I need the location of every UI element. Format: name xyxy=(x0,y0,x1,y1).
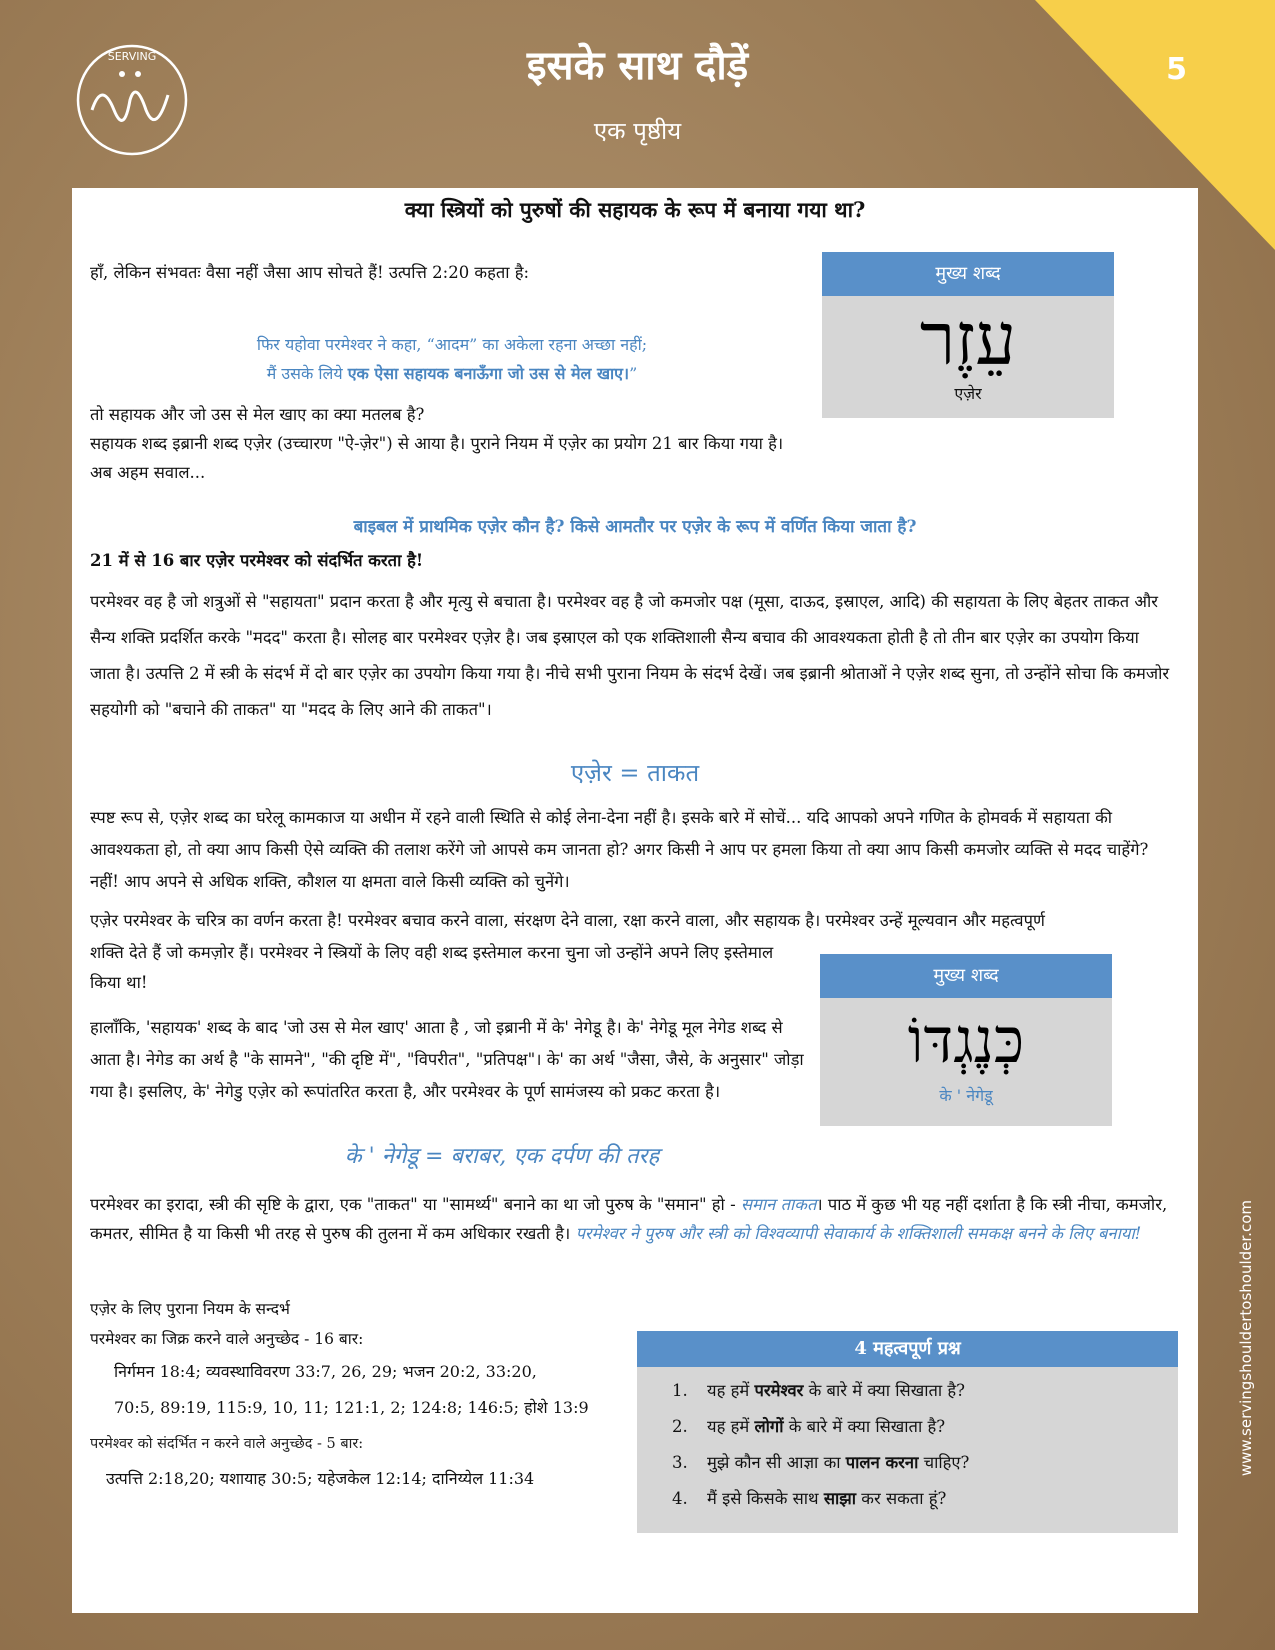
keyword-header: मुख्य शब्द xyxy=(822,252,1114,296)
svg-text:SERVING: SERVING xyxy=(107,50,157,63)
keyword-translit: के ' नेगेडू xyxy=(939,1086,993,1105)
quote-line-1: फिर यहोवा परमेश्वर ने कहा, “आदम” का अकेला रहना अच्छा नहीं; xyxy=(256,335,648,354)
origin-line: सहायक शब्द इब्रानी शब्द एज़ेर (उच्चारण "ऐ-ज़ेर") से आया है। पुराने नियम में एज़ेर का प्रयोग 21 बार किया गया है। xyxy=(90,434,784,453)
blue-question: बाइबल में प्राथमिक एज़ेर कौन है? किसे आमतौर पर एज़ेर के रूप में वर्णित किया जाता है? xyxy=(353,517,917,537)
four-questions-box xyxy=(637,1331,1178,1533)
references-title: एज़ेर के लिए पुराना नियम के सन्दर्भ xyxy=(90,1300,290,1318)
question-item: 2. यह हमें लोगों के बारे में क्या सिखाता है? xyxy=(693,1409,1178,1445)
questions-list xyxy=(637,1373,1178,1517)
scripture-quote xyxy=(162,330,742,388)
paragraph-3-rest: शक्ति देते हैं जो कमज़ोर हैं। परमेश्वर ने स्त्रियों के लिए वही शब्द इस्तेमाल करना चुना जो उन्होंने अपने लिए इस्तेमाल किया था! xyxy=(90,943,774,992)
paragraph-2: स्पष्ट रूप से, एज़ेर शब्द का घरेलू कामकाज या अधीन में रहने वाली स्थिति से कोई लेना-देना नहीं है। इसके बारे में सोचें... यदि आपको अपने गणित के होमवर्क में सहायता की आवश्यकता हो, तो क्या आप किसी ऐसे व्यक्ति की तलाश करेंगे जो आपसे कम जानता हो? अगर किसी ने आप पर हमला किया तो क्या आप किसी कमजोर व्यक्ति से मदद चाहेंगे? नहीं! आप अपने से अधिक शक्ति, कौशल या क्षमता वाले किसी व्यक्ति को चुनेंगे। xyxy=(90,808,1149,891)
ot-references xyxy=(90,1294,630,1496)
references-god-label: परमेश्वर का जिक्र करने वाले अनुच्छेद - 16 बार: xyxy=(90,1330,364,1348)
question-item: 4. मैं इसे किसके साथ साझा कर सकता हूं? xyxy=(693,1481,1178,1517)
page-subtitle: एक पृष्ठीय xyxy=(593,117,682,145)
content-panel xyxy=(72,188,1198,1613)
references-other-label: परमेश्वर को संदर्भित न करने वाले अनुच्छेद - 5 बार: xyxy=(90,1436,364,1452)
keyword-box-kenegdo xyxy=(820,954,1112,1126)
paragraph-3-line-1: एज़ेर परमेश्वर के चरित्र का वर्णन करता है! परमेश्वर बचाव करने वाला, संरक्षण देने वाला, रक्षा करने वाला, और सहायक है। परमेश्वर उन्हें मूल्यवान और महत्वपूर्ण xyxy=(90,911,1045,930)
paragraph-5: परमेश्वर का इरादा, स्त्री की सृष्टि के द्वारा, एक "ताकत" या "सामर्थ्य" बनाने का था जो पुरुष के "समान" हो - समान ताकत। पाठ में कुछ भी यह नहीं दर्शाता है कि स्त्री नीचा, कमजोर, कमतर, सीमित है या किसी भी तरह से पुरुष की तुलना में कम अधिकार रखती है। परमेश्वर ने पुरुष और स्त्री को विश्वव्यापी सेवाकार्य के शक्तिशाली समकक्ष बनने के लिए बनाया! xyxy=(90,1195,1168,1243)
equation-ezer-strength: एज़ेर = ताकत xyxy=(570,759,700,787)
website-url: www.servingshouldertoshoulder.com xyxy=(1237,1200,1255,1477)
keyword-translit: एज़ेर xyxy=(954,384,982,403)
bold-fact: 21 में से 16 बार एज़ेर परमेश्वर को संदर्भित करता है! xyxy=(90,551,424,570)
keyword-box-ezer xyxy=(822,252,1114,418)
paragraph-4: हालाँकि, 'सहायक' शब्द के बाद 'जो उस से मेल खाए' आता है , जो इब्रानी में के' नेगेडू है। के' नेगेडू मूल नेगेड शब्द से आता है। नेगेड का अर्थ है "के सामने", "की दृष्टि में", "विपरीत", "प्रतिपक्ष"। के' का अर्थ "जैसा, जैसे, के अनुसार" जोड़ा गया है। इसलिए, के' नेगेडु एज़ेर को रूपांतरित करता है, और परमेश्वर के पूर्ण सामंजस्य को प्रकट करता है। xyxy=(90,1018,804,1101)
references-god-line-1: निर्गमन 18:4; व्यवस्थाविवरण 33:7, 26, 29; भजन 20:2, 33:20, xyxy=(114,1362,537,1381)
quote-line-2: मैं उसके लिये एक ऐसा सहायक बनाऊँगा जो उस से मेल खाए।” xyxy=(266,364,638,383)
page-number: 5 xyxy=(1166,52,1187,87)
section-heading: क्या स्त्रियों को पुरुषों की सहायक के रूप में बनाया गया था? xyxy=(404,197,866,222)
meaning-block xyxy=(90,400,920,487)
question-item: 3. मुझे कौन सी आज्ञा का पालन करना चाहिए? xyxy=(693,1445,1178,1481)
now-line: अब अहम सवाल... xyxy=(90,463,206,482)
keyword-header: मुख्य शब्द xyxy=(820,954,1112,998)
questions-header: 4 महत्वपूर्ण प्रश्न xyxy=(637,1331,1178,1367)
question-item: 1. यह हमें परमेश्वर के बारे में क्या सिखाता है? xyxy=(693,1373,1178,1409)
references-other-line: उत्पत्ति 2:18,20; यशायाह 30:5; यहेजकेल 12:14; दानिय्येल 11:34 xyxy=(106,1469,535,1488)
intro-text: हाँ, लेकिन संभवतः वैसा नहीं जैसा आप सोचते हैं! उत्पत्ति 2:20 कहता है: xyxy=(90,263,530,282)
equation-kenegdo-equal: के ' नेगेडू = बराबर, एक दर्पण की तरह xyxy=(344,1144,660,1169)
hebrew-word-kenegdo: כְּנֶגְדּוֹ xyxy=(907,1004,1025,1077)
references-god-line-2: 70:5, 89:19, 115:9, 10, 11; 121:1, 2; 124:8; 146:5; होशे 13:9 xyxy=(114,1398,589,1417)
hebrew-word-ezer: עֵזֶר xyxy=(919,297,1017,381)
page-title: इसके साथ दौड़ें xyxy=(526,43,749,89)
what-line: तो सहायक और जो उस से मेल खाए का क्या मतलब है? xyxy=(90,405,425,424)
paragraph-1: परमेश्वर वह है जो शत्रुओं से "सहायता" प्रदान करता है और मृत्यु से बचाता है। परमेश्वर वह है जो कमजोर पक्ष (मूसा, दाऊद, इस्राएल, आदि) की सहायता के लिए बेहतर ताकत और सैन्य शक्ति प्रदर्शित करके "मदद" करता है। सोलह बार परमेश्वर एज़ेर है। जब इस्राएल को एक शक्तिशाली सैन्य बचाव की आवश्यकता होती है तो तीन बार एज़ेर का उपयोग किया जाता है। उत्पत्ति 2 में स्त्री के संदर्भ में दो बार एज़ेर का उपयोग किया गया है। नीचे सभी पुराना नियम के संदर्भ देखें। जब इब्रानी श्रोताओं ने एज़ेर शब्द सुना, तो उन्होंने सोचा कि कमजोर सहयोगी को "बचाने की ताकत" या "मदद के लिए आने की ताकत"। xyxy=(90,592,1170,719)
